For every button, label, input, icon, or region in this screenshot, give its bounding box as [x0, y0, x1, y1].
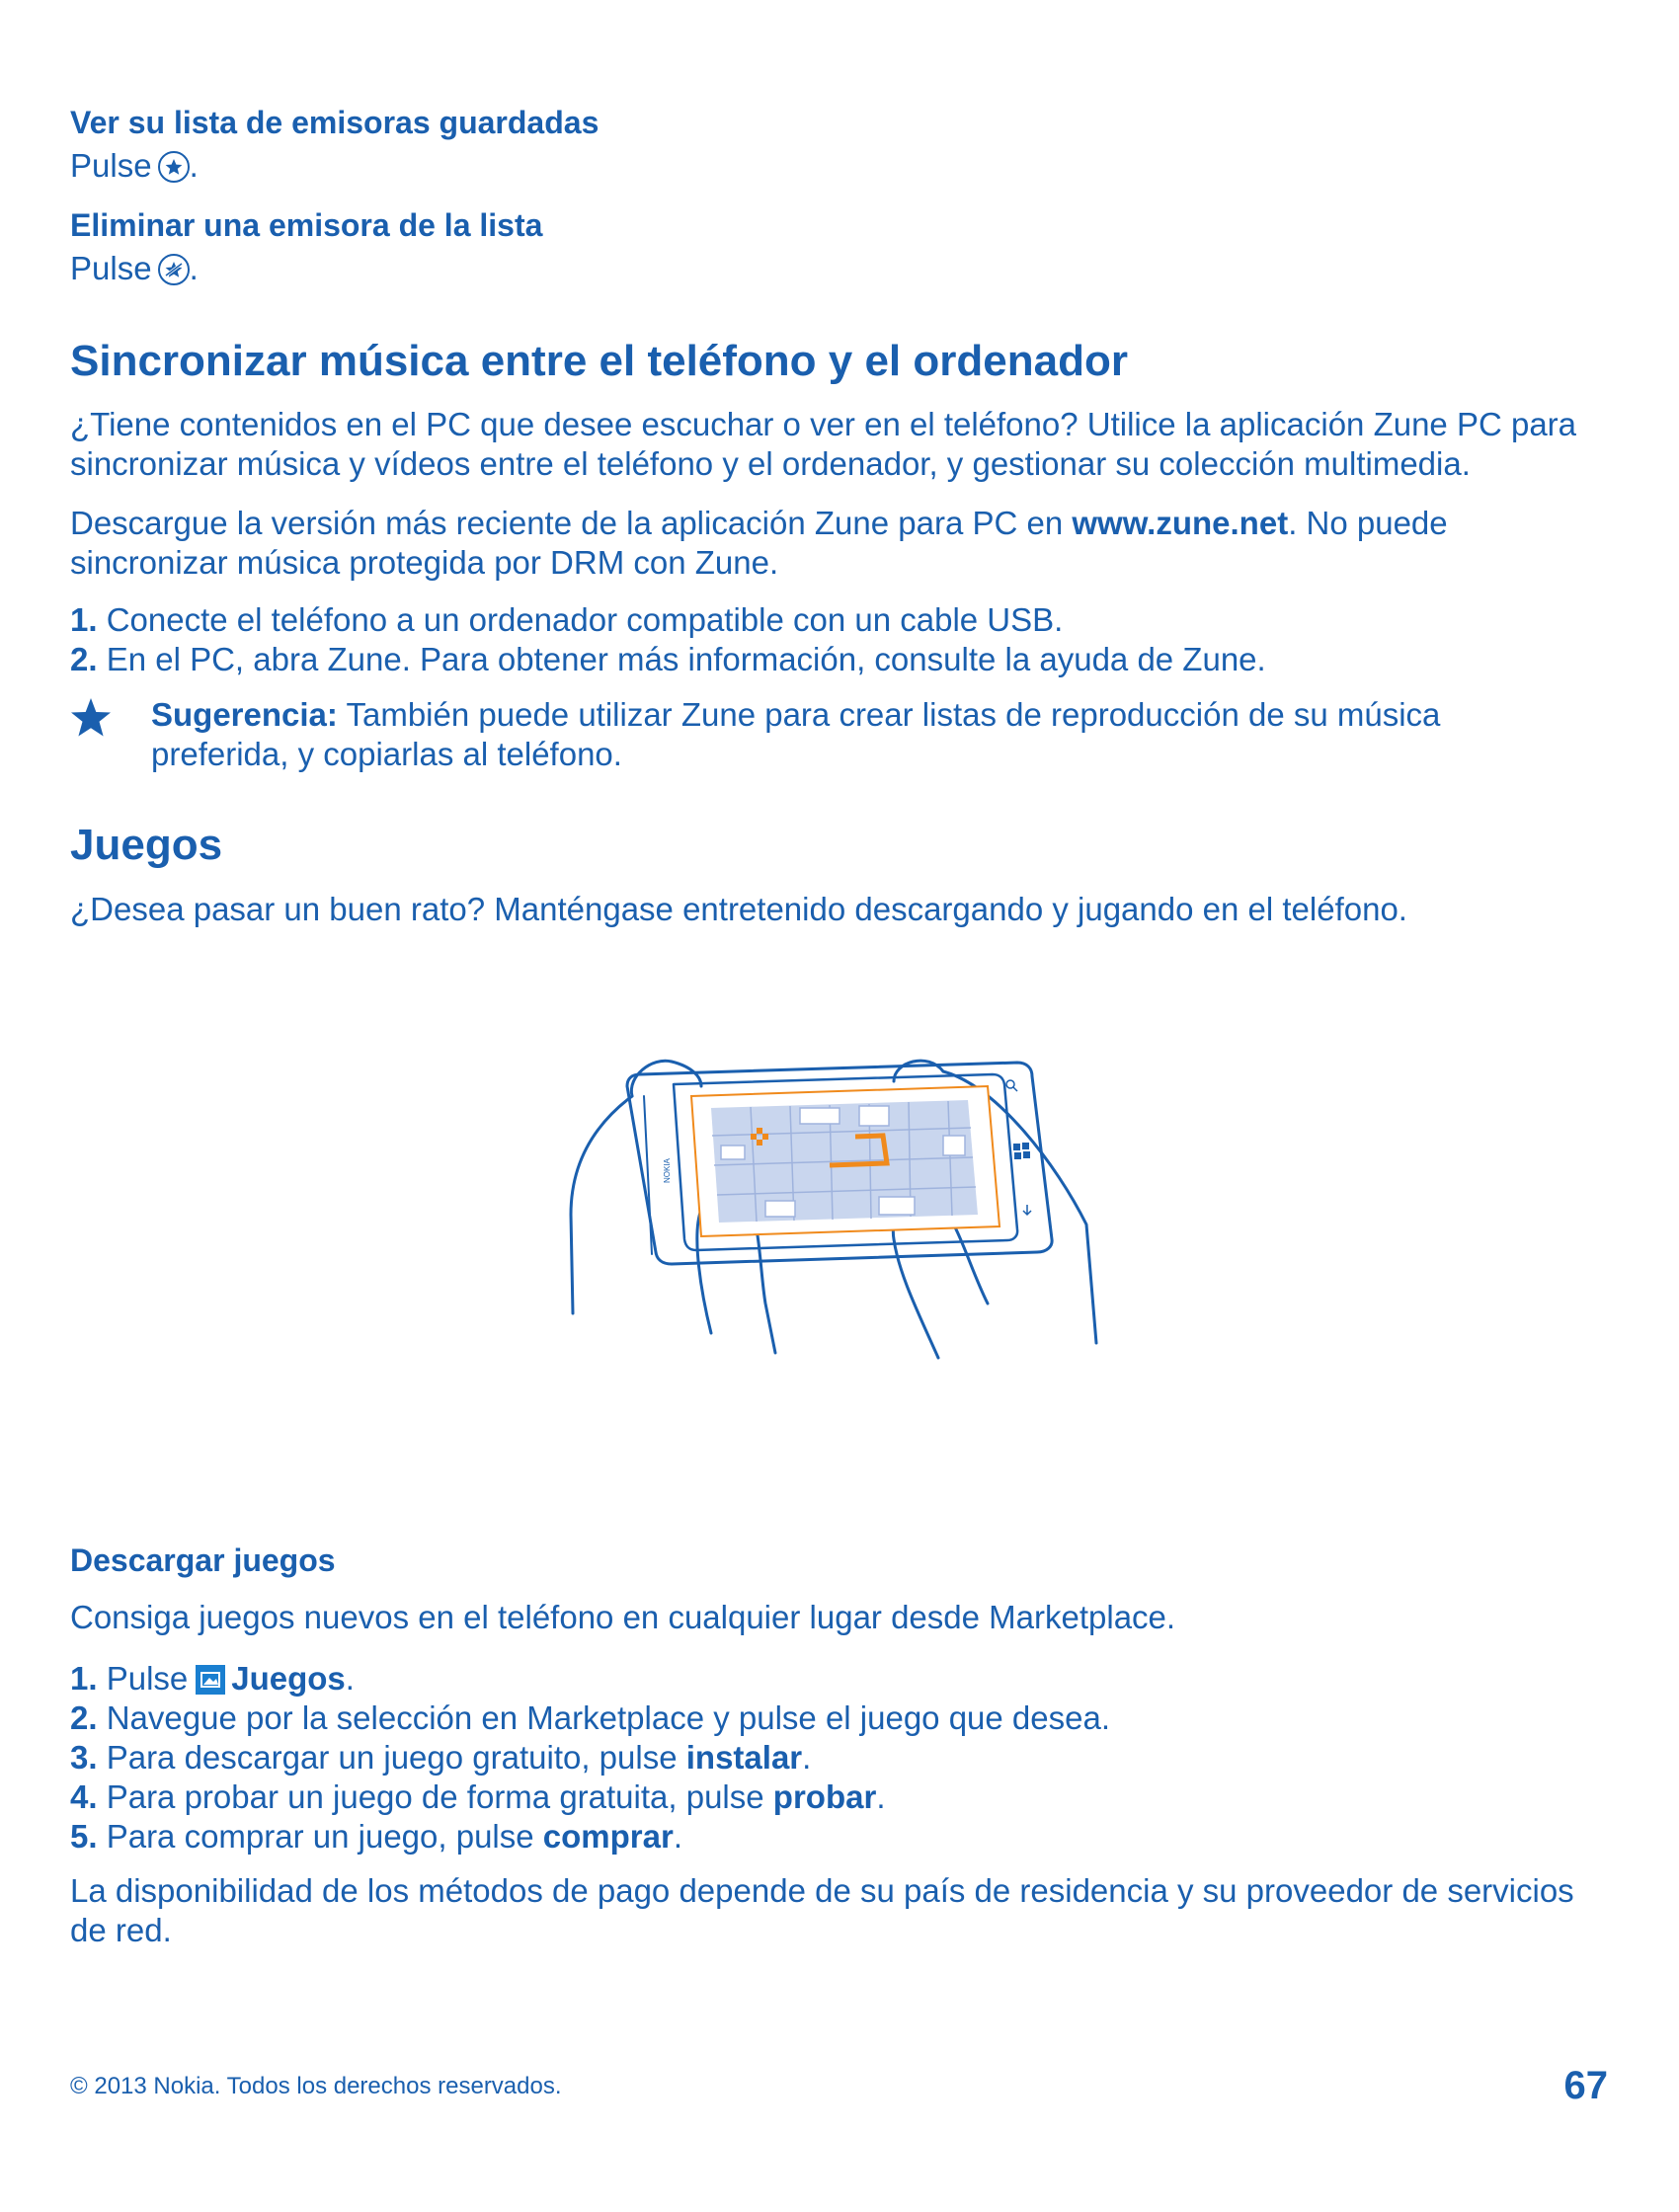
try-label[interactable]: probar — [772, 1778, 877, 1815]
download-games-steps — [70, 1659, 1611, 1856]
buy-label[interactable]: comprar — [542, 1818, 674, 1855]
install-label[interactable]: instalar — [685, 1739, 803, 1776]
games-section-title: Juegos — [70, 821, 223, 869]
windows-key-icon — [1013, 1143, 1030, 1159]
download-step: 4. Para probar un juego de forma gratuita, pulse probar. — [70, 1778, 886, 1815]
remove-station-heading: Eliminar una emisora de la lista — [70, 207, 543, 243]
sync-download-paragraph: Descargue la versión más reciente de la aplicación Zune para PC en www.zune.net. No puede sincronizar música protegida por DRM con Zune. — [70, 505, 1448, 581]
tip-star-icon — [69, 697, 113, 744]
back-key-icon — [1023, 1205, 1031, 1215]
download-step: 1. Pulse Juegos. — [70, 1660, 355, 1697]
copyright-footer: © 2013 Nokia. Todos los derechos reservados. — [70, 2073, 562, 2099]
phone-brand-label: NOKIA — [663, 1158, 672, 1183]
download-step: 5. Para comprar un juego, pulse comprar. — [70, 1818, 683, 1855]
tip-text: Sugerencia: También puede utilizar Zune para crear listas de reproducción de su música preferida, y copiarlas al teléfono. — [151, 696, 1441, 772]
sync-intro-paragraph: ¿Tiene contenidos en el PC que desee escuchar o ver en el teléfono? Utilice la aplicación Zune PC para sincronizar música y vídeos entre el teléfono y el ordenador, y gestionar su colección multimedia. — [70, 406, 1577, 482]
games-intro: ¿Desea pasar un buen rato? Manténgase entretenido descargando y jugando en el teléfono. — [70, 891, 1407, 927]
download-step: 3. Para descargar un juego gratuito, pulse instalar. — [70, 1739, 812, 1776]
payment-note: La disponibilidad de los métodos de pago depende de su país de residencia y su proveedor de servicios de red. — [70, 1872, 1574, 1948]
pulse-label: Pulse — [70, 147, 152, 184]
search-key-icon — [1006, 1080, 1017, 1091]
sync-steps-list — [70, 600, 1611, 679]
page-number: 67 — [1563, 2064, 1608, 2107]
tip-label: Sugerencia: — [151, 696, 338, 733]
download-step: 2. Navegue por la selección en Marketplace y pulse el juego que desea. — [70, 1699, 1111, 1736]
saved-stations-instruction: Pulse . — [70, 147, 199, 184]
sync-step: 1. Conecte el teléfono a un ordenador compatible con un cable USB. — [70, 601, 1064, 638]
unfavorite-star-icon — [158, 254, 190, 285]
games-app-icon[interactable] — [196, 1665, 225, 1695]
remove-station-instruction: Pulse . — [70, 250, 199, 286]
sync-step: 2. En el PC, abra Zune. Para obtener más información, consulte la ayuda de Zune. — [70, 641, 1266, 677]
download-games-intro: Consiga juegos nuevos en el teléfono en cualquier lugar desde Marketplace. — [70, 1599, 1176, 1635]
game-board — [691, 1086, 999, 1236]
phone-gaming-illustration — [553, 1017, 1106, 1363]
pulse-label: Pulse — [70, 250, 152, 286]
zune-website-link[interactable]: www.zune.net — [1072, 505, 1289, 541]
sync-section-title: Sincronizar música entre el teléfono y el ordenador — [70, 337, 1128, 385]
saved-stations-heading: Ver su lista de emisoras guardadas — [70, 105, 600, 140]
favorites-star-icon — [158, 151, 190, 183]
download-games-heading: Descargar juegos — [70, 1542, 336, 1578]
